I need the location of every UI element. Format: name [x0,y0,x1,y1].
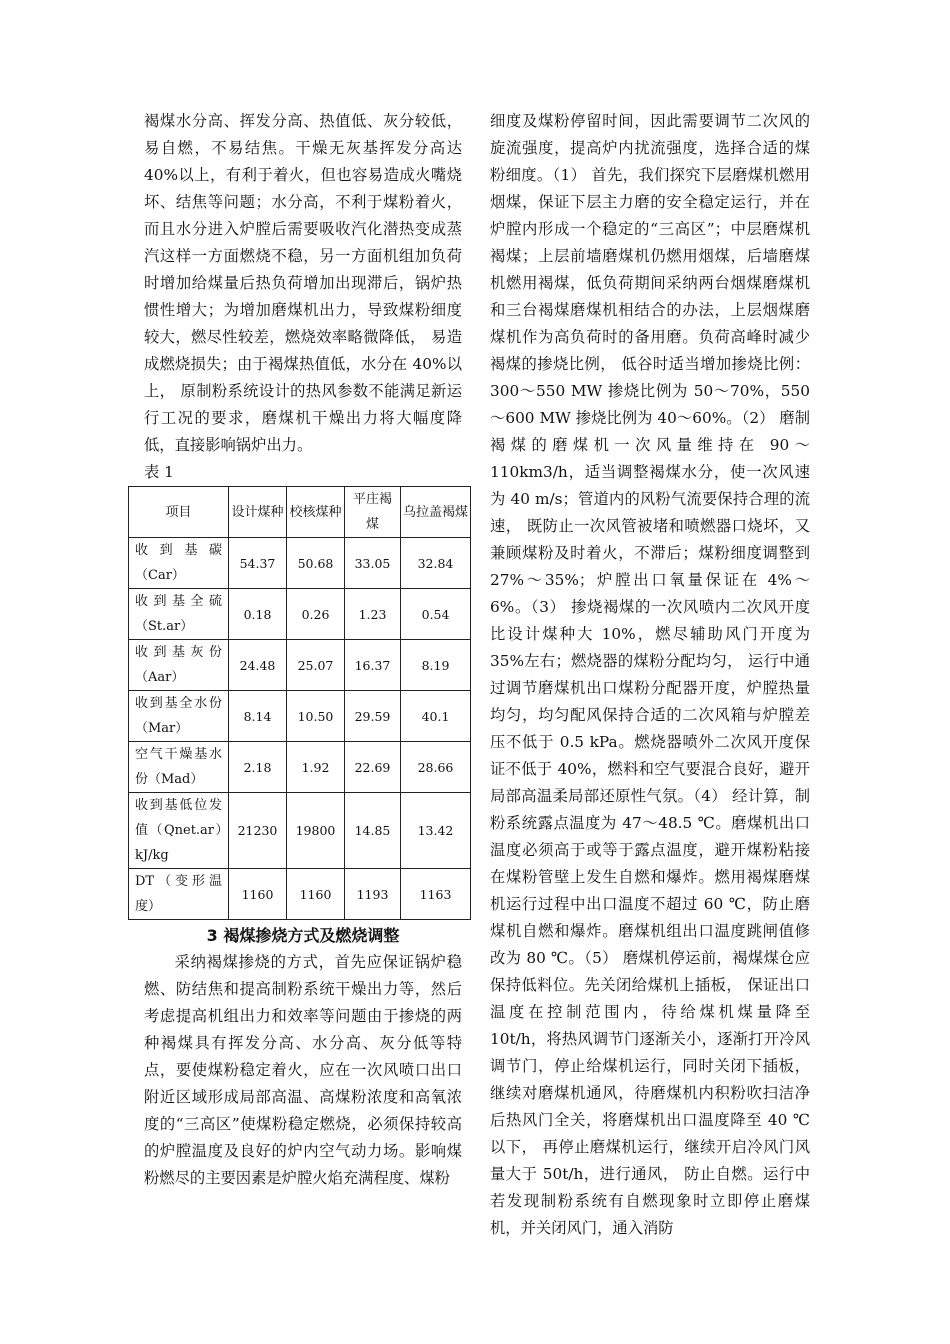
cell-value: 1163 [401,869,471,920]
cell-value: 40.1 [401,691,471,742]
cell-value: 28.66 [401,742,471,793]
table-row [129,793,471,869]
cell-value: 54.37 [229,538,287,589]
header-item: 项目 [129,487,229,538]
row-label: 空气干燥基水份（Mad） [129,742,229,793]
row-label: 收到基碳（Car） [129,538,229,589]
table-row [129,538,471,589]
cell-value: 0.54 [401,589,471,640]
cell-value: 1.23 [345,589,401,640]
cell-value: 21230 [229,793,287,869]
coal-properties-table [128,486,471,920]
cell-value: 0.26 [287,589,345,640]
cell-value: 1.92 [287,742,345,793]
cell-value: 1160 [229,869,287,920]
table-row [129,742,471,793]
cell-value: 16.37 [345,640,401,691]
cell-value: 1193 [345,869,401,920]
cell-value: 8.19 [401,640,471,691]
cell-value: 50.68 [287,538,345,589]
cell-value: 19800 [287,793,345,869]
table-caption: 表 1 [144,463,174,481]
row-label: 收到基全水份（Mar） [129,691,229,742]
cell-value: 14.85 [345,793,401,869]
row-label: DT（变形温度） [129,869,229,920]
cell-value: 25.07 [287,640,345,691]
cell-value: 24.48 [229,640,287,691]
table-row [129,589,471,640]
header-wulagai-lignite: 乌拉盖褐煤 [401,487,471,538]
cell-value: 33.05 [345,538,401,589]
header-check-coal: 校核煤种 [287,487,345,538]
cell-value: 2.18 [229,742,287,793]
table-row [129,640,471,691]
cell-value: 0.18 [229,589,287,640]
cell-value: 13.42 [401,793,471,869]
right-column [490,108,810,1242]
section-paragraph: 采纳褐煤掺烧的方式，首先应保证锅炉稳燃、防结焦和提高制粉系统干燥出力等，然后考虑提高机组出力和效率等问题由于掺烧的两种褐煤具有挥发分高、水分高、灰分低等特点，要使煤粉稳定着火，应在一次风喷口出口附近区域形成局部高温、高煤粉浓度和高氧浓度的“三高区”使煤粉稳定燃烧，必须保持较高的炉膛温度及良好的炉内空气动力场。影响煤粉燃尽的主要因素是炉膛火焰充满程度、煤粉 [144,953,462,1187]
row-label: 收到基全硫（St.ar） [129,589,229,640]
cell-value: 22.69 [345,742,401,793]
cell-value: 29.59 [345,691,401,742]
left-column [135,108,469,1192]
table-row [129,869,471,920]
intro-paragraph: 褐煤水分高、挥发分高、热值低、灰分较低，易自燃，不易结焦。干燥无灰基挥发分高达 40%以上，有利于着火，但也容易造成火嘴烧坏、结焦等问题；水分高，不利于煤粉着火，而且水分进入炉膛后需要吸收汽化潜热变成蒸汽这样一方面燃烧不稳，另一方面机组加负荷时增加给煤量后热负荷增加出现滞后，锅炉热惯性增大；为增加磨煤机出力，导致煤粉细度较大，燃尽性较差，燃烧效率略微降低， 易造成燃烧损失；由于褐煤热值低，水分在 40%以上， 原制粉系统设计的热风参数不能满足新运行工况的要求，磨煤机干燥出力将大幅度降低，直接影响锅炉出力。 [144,112,462,454]
header-pingzhuang-lignite: 平庄褐煤 [345,487,401,538]
table-row [129,691,471,742]
cell-value: 8.14 [229,691,287,742]
cell-value: 32.84 [401,538,471,589]
section-heading: 3 褐煤掺烧方式及燃烧调整 [206,926,400,945]
cell-value: 10.50 [287,691,345,742]
right-paragraph: 细度及煤粉停留时间，因此需要调节二次风的旋流强度，提高炉内扰流强度，选择合适的煤粉细度。（1） 首先，我们探究下层磨煤机燃用烟煤，保证下层主力磨的安全稳定运行，并在炉膛内形成一个稳定的“三高区”；中层磨煤机褐煤；上层前墙磨煤机仍燃用烟煤，后墙磨煤机燃用褐煤，低负荷期间采纳两台烟煤磨煤机和三台褐煤磨煤机相结合的办法，上层烟煤磨煤机作为高负荷时的备用磨。负荷高峰时减少褐煤的掺烧比例， 低谷时适当增加掺烧比例：300～550 MW 掺烧比例为 50～70%，550～600 MW 掺烧比例为 40～60%。（2） 磨制褐煤的磨煤机一次风量维持在 90～110km3/h，适当调整褐煤水分，使一次风速为 40 m/s；管道内的风粉气流要保持合理的流速， 既防止一次风管被堵和喷燃器口烧坏，又兼顾煤粉及时着火，不滞后；煤粉细度调整到 27%～35%；炉膛出口氧量保证在 4%～6%。（3） 掺烧褐煤的一次风喷内二次风开度比设计煤种大 10%，燃尽辅助风门开度为 35%左右；燃烧器的煤粉分配均匀， 运行中通过调节磨煤机出口煤粉分配器开度，炉膛热量均匀，均匀配风保持合适的二次风箱与炉膛差压不低于 0.5 kPa。燃烧器喷外二次风开度保证不低于 40%，燃料和空气要混合良好，避开局部高温柔局部还原性气氛。（4） 经计算，制粉系统露点温度为 47～48.5 ℃。磨煤机出口温度必须高于或等于露点温度，避开煤粉粘接在煤粉管壁上发生自燃和爆炸。燃用褐煤磨煤机运行过程中出口温度不超过 60 ℃，防止磨煤机自燃和爆炸。磨煤机组出口温度跳闸值修改为 80 ℃。（5） 磨煤机停运前，褐煤煤仓应保持低料位。先关闭给煤机上插板， 保证出口温度在控制范围内，待给煤机煤量降至 10t/h，将热风调节门逐渐关小，逐渐打开冷风调节门，停止给煤机运行，同时关闭下插板，继续对磨煤机通风，待磨煤机内积粉吹扫洁净后热风门全关，将磨煤机出口温度降至 40 ℃以下， 再停止磨煤机运行，继续开启冷风门风量大于 50t/h，进行通风， 防止自燃。运行中若发现制粉系统有自燃现象时立即停止磨煤机，并关闭风门，通入消防 [490,112,810,1237]
cell-value: 1160 [287,869,345,920]
table-header-row [129,487,471,538]
row-label: 收到基灰份（Aar） [129,640,229,691]
row-label: 收到基低位发值（Qnet.ar）kJ/kg [129,793,229,869]
header-design-coal: 设计煤种 [229,487,287,538]
